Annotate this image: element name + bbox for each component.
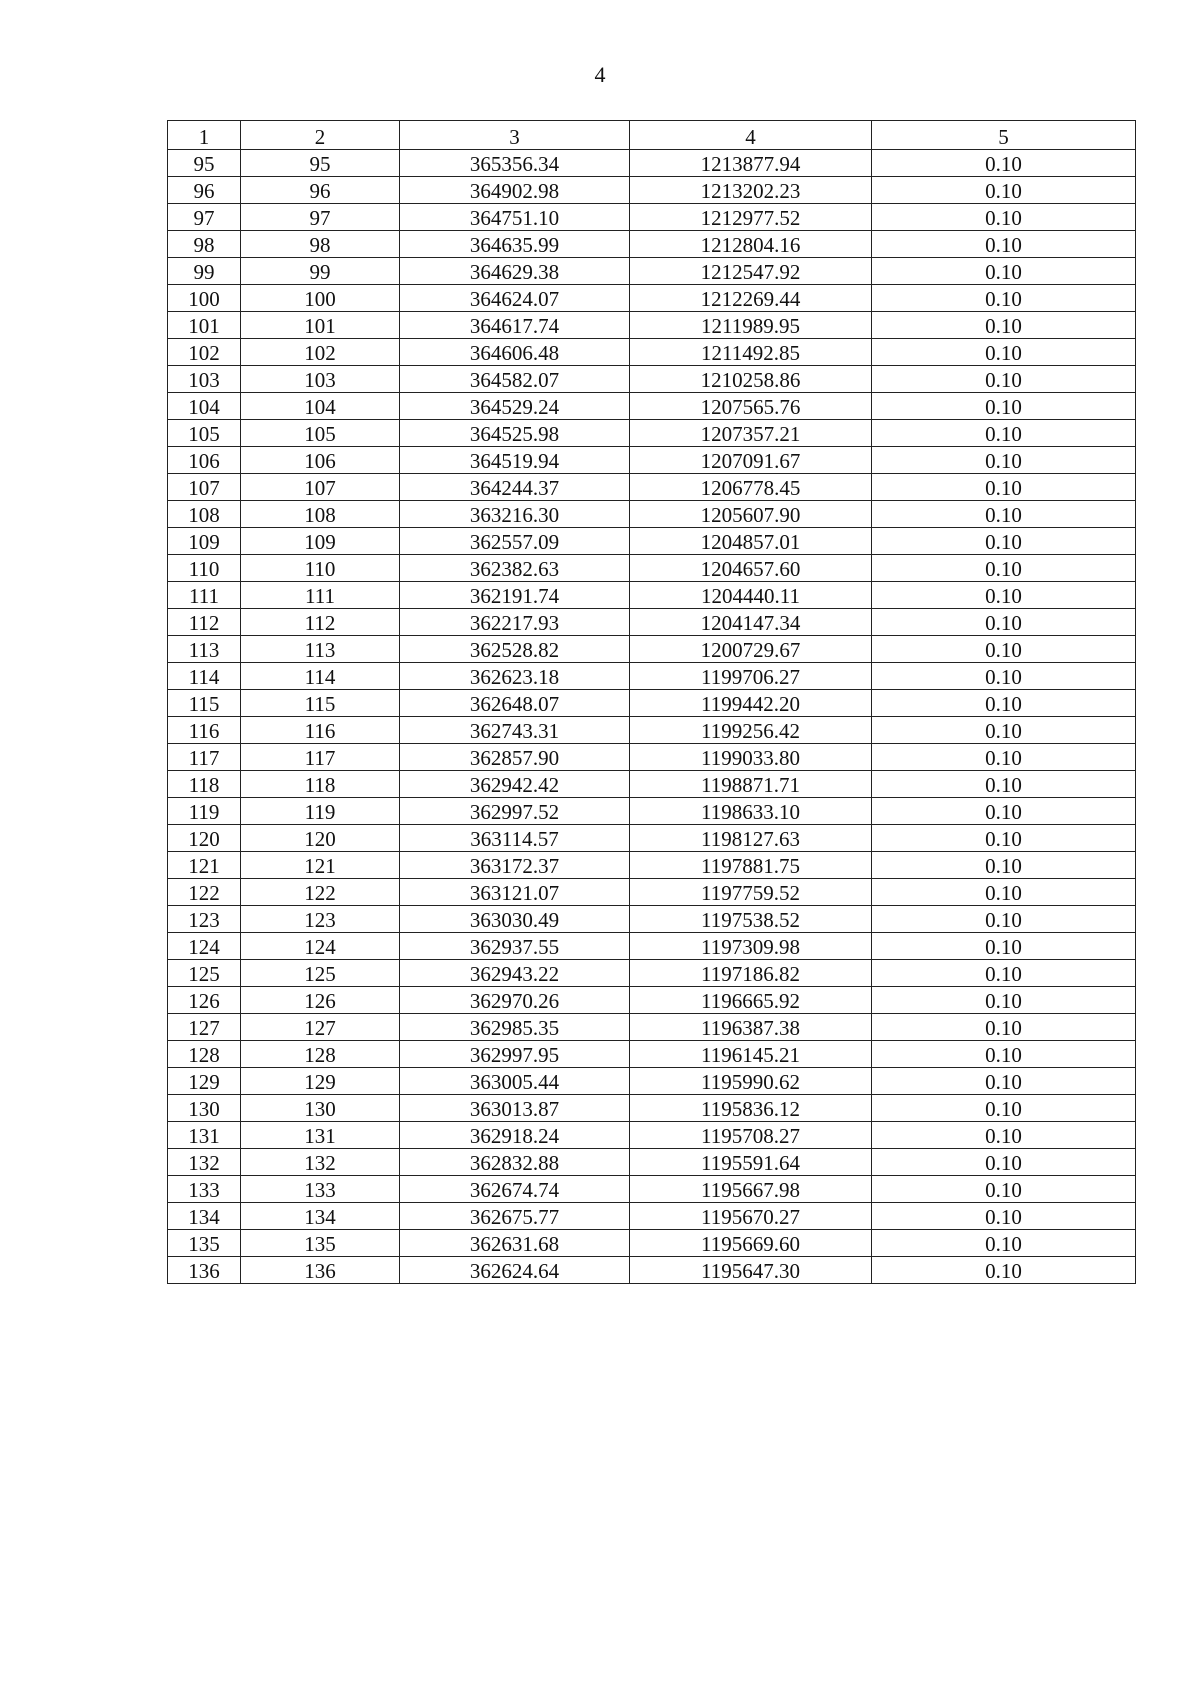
- table-cell-col-2: 120: [241, 825, 400, 852]
- table-cell-col-1: 111: [168, 582, 241, 609]
- table-cell-col-2: 123: [241, 906, 400, 933]
- table-cell-col-3: 364624.07: [400, 285, 630, 312]
- table-cell-col-4: 1195670.27: [630, 1203, 872, 1230]
- table-cell-col-4: 1197309.98: [630, 933, 872, 960]
- table-cell-col-1: 110: [168, 555, 241, 582]
- table-cell-col-3: 362674.74: [400, 1176, 630, 1203]
- table-cell-col-3: 365356.34: [400, 150, 630, 177]
- table-cell-col-1: 107: [168, 474, 241, 501]
- table-cell-col-4: 1198127.63: [630, 825, 872, 852]
- table-cell-col-2: 119: [241, 798, 400, 825]
- table-cell-col-4: 1196387.38: [630, 1014, 872, 1041]
- table-cell-col-1: 112: [168, 609, 241, 636]
- table-cell-col-5: 0.10: [872, 879, 1136, 906]
- column-header-4: 4: [630, 121, 872, 150]
- table-cell-col-1: 106: [168, 447, 241, 474]
- table-cell-col-5: 0.10: [872, 852, 1136, 879]
- table-cell-col-2: 130: [241, 1095, 400, 1122]
- table-cell-col-1: 125: [168, 960, 241, 987]
- table-cell-col-3: 362648.07: [400, 690, 630, 717]
- table-row: [168, 582, 1136, 609]
- table-cell-col-5: 0.10: [872, 744, 1136, 771]
- table-cell-col-4: 1198633.10: [630, 798, 872, 825]
- table-cell-col-1: 136: [168, 1257, 241, 1284]
- table-cell-col-3: 363216.30: [400, 501, 630, 528]
- page-number: 4: [594, 62, 606, 87]
- table-cell-col-1: 100: [168, 285, 241, 312]
- table-row: [168, 798, 1136, 825]
- table-cell-col-1: 126: [168, 987, 241, 1014]
- table-cell-col-5: 0.10: [872, 798, 1136, 825]
- table-cell-col-5: 0.10: [872, 582, 1136, 609]
- table-cell-col-2: 97: [241, 204, 400, 231]
- table-row: [168, 528, 1136, 555]
- table-cell-col-4: 1212269.44: [630, 285, 872, 312]
- table-cell-col-2: 117: [241, 744, 400, 771]
- table-cell-col-5: 0.10: [872, 609, 1136, 636]
- table-cell-col-1: 131: [168, 1122, 241, 1149]
- table-row: [168, 231, 1136, 258]
- table-cell-col-2: 129: [241, 1068, 400, 1095]
- table-cell-col-3: 364635.99: [400, 231, 630, 258]
- table-row: [168, 555, 1136, 582]
- table-cell-col-5: 0.10: [872, 690, 1136, 717]
- table-cell-col-5: 0.10: [872, 1176, 1136, 1203]
- table-cell-col-4: 1205607.90: [630, 501, 872, 528]
- table-cell-col-2: 118: [241, 771, 400, 798]
- table-cell-col-5: 0.10: [872, 447, 1136, 474]
- table-cell-col-1: 134: [168, 1203, 241, 1230]
- table-cell-col-1: 97: [168, 204, 241, 231]
- table-cell-col-4: 1200729.67: [630, 636, 872, 663]
- table-row: [168, 771, 1136, 798]
- table-row: [168, 1257, 1136, 1284]
- table-cell-col-1: 98: [168, 231, 241, 258]
- table-cell-col-2: 95: [241, 150, 400, 177]
- table-cell-col-3: 364629.38: [400, 258, 630, 285]
- table-cell-col-1: 109: [168, 528, 241, 555]
- table-cell-col-4: 1197881.75: [630, 852, 872, 879]
- coordinates-table: [167, 120, 1136, 1284]
- table-row: [168, 636, 1136, 663]
- table-cell-col-2: 135: [241, 1230, 400, 1257]
- table-row: [168, 717, 1136, 744]
- table-row: [168, 609, 1136, 636]
- table-cell-col-4: 1195667.98: [630, 1176, 872, 1203]
- table-cell-col-4: 1199256.42: [630, 717, 872, 744]
- table-cell-col-4: 1198871.71: [630, 771, 872, 798]
- table-cell-col-2: 102: [241, 339, 400, 366]
- table-cell-col-2: 106: [241, 447, 400, 474]
- table-cell-col-4: 1212547.92: [630, 258, 872, 285]
- table-cell-col-2: 127: [241, 1014, 400, 1041]
- table-cell-col-3: 362832.88: [400, 1149, 630, 1176]
- table-cell-col-5: 0.10: [872, 420, 1136, 447]
- table-cell-col-1: 128: [168, 1041, 241, 1068]
- table-row: [168, 258, 1136, 285]
- table-cell-col-4: 1212977.52: [630, 204, 872, 231]
- table-cell-col-1: 99: [168, 258, 241, 285]
- table-cell-col-4: 1197538.52: [630, 906, 872, 933]
- table-cell-col-5: 0.10: [872, 393, 1136, 420]
- column-header-5: 5: [872, 121, 1136, 150]
- table-cell-col-4: 1197759.52: [630, 879, 872, 906]
- table-cell-col-3: 364606.48: [400, 339, 630, 366]
- table-cell-col-5: 0.10: [872, 474, 1136, 501]
- table-cell-col-1: 130: [168, 1095, 241, 1122]
- table-cell-col-2: 134: [241, 1203, 400, 1230]
- table-row: [168, 312, 1136, 339]
- table-cell-col-3: 364582.07: [400, 366, 630, 393]
- table-cell-col-2: 133: [241, 1176, 400, 1203]
- table-row: [168, 663, 1136, 690]
- table-cell-col-3: 362191.74: [400, 582, 630, 609]
- table-cell-col-1: 115: [168, 690, 241, 717]
- table-cell-col-3: 362985.35: [400, 1014, 630, 1041]
- table-cell-col-3: 362943.22: [400, 960, 630, 987]
- table-cell-col-1: 105: [168, 420, 241, 447]
- table-cell-col-3: 362857.90: [400, 744, 630, 771]
- table-cell-col-4: 1207357.21: [630, 420, 872, 447]
- table-cell-col-3: 364244.37: [400, 474, 630, 501]
- table-cell-col-4: 1210258.86: [630, 366, 872, 393]
- table-cell-col-3: 362942.42: [400, 771, 630, 798]
- table-cell-col-5: 0.10: [872, 258, 1136, 285]
- table-cell-col-5: 0.10: [872, 204, 1136, 231]
- table-cell-col-1: 124: [168, 933, 241, 960]
- table-cell-col-2: 107: [241, 474, 400, 501]
- table-cell-col-5: 0.10: [872, 1149, 1136, 1176]
- table-cell-col-2: 112: [241, 609, 400, 636]
- table-cell-col-1: 129: [168, 1068, 241, 1095]
- table-cell-col-2: 116: [241, 717, 400, 744]
- table-cell-col-4: 1199442.20: [630, 690, 872, 717]
- table-cell-col-3: 362631.68: [400, 1230, 630, 1257]
- table-cell-col-2: 126: [241, 987, 400, 1014]
- table-row: [168, 393, 1136, 420]
- table-cell-col-2: 103: [241, 366, 400, 393]
- table-cell-col-5: 0.10: [872, 339, 1136, 366]
- table-cell-col-3: 364525.98: [400, 420, 630, 447]
- table-cell-col-5: 0.10: [872, 1122, 1136, 1149]
- table-cell-col-5: 0.10: [872, 177, 1136, 204]
- table-cell-col-1: 127: [168, 1014, 241, 1041]
- column-header-3: 3: [400, 121, 630, 150]
- table-row: [168, 339, 1136, 366]
- table-row: [168, 204, 1136, 231]
- table-cell-col-3: 364617.74: [400, 312, 630, 339]
- table-cell-col-5: 0.10: [872, 771, 1136, 798]
- table-cell-col-5: 0.10: [872, 231, 1136, 258]
- table-cell-col-1: 120: [168, 825, 241, 852]
- table-cell-col-5: 0.10: [872, 663, 1136, 690]
- table-cell-col-2: 132: [241, 1149, 400, 1176]
- table-cell-col-2: 110: [241, 555, 400, 582]
- table-row: [168, 987, 1136, 1014]
- table-row: [168, 744, 1136, 771]
- table-cell-col-5: 0.10: [872, 150, 1136, 177]
- table-cell-col-1: 103: [168, 366, 241, 393]
- table-cell-col-3: 364751.10: [400, 204, 630, 231]
- table-cell-col-4: 1197186.82: [630, 960, 872, 987]
- table-cell-col-2: 108: [241, 501, 400, 528]
- table-cell-col-1: 123: [168, 906, 241, 933]
- table-cell-col-3: 362937.55: [400, 933, 630, 960]
- table-cell-col-5: 0.10: [872, 1095, 1136, 1122]
- table-cell-col-2: 125: [241, 960, 400, 987]
- table-row: [168, 501, 1136, 528]
- table-cell-col-4: 1204440.11: [630, 582, 872, 609]
- table-row: [168, 150, 1136, 177]
- table-cell-col-3: 362997.95: [400, 1041, 630, 1068]
- table-cell-col-2: 121: [241, 852, 400, 879]
- table-row: [168, 1068, 1136, 1095]
- table-cell-col-2: 128: [241, 1041, 400, 1068]
- table-cell-col-1: 132: [168, 1149, 241, 1176]
- table-cell-col-3: 362217.93: [400, 609, 630, 636]
- table-cell-col-1: 121: [168, 852, 241, 879]
- table-cell-col-3: 363114.57: [400, 825, 630, 852]
- table-cell-col-2: 136: [241, 1257, 400, 1284]
- table-cell-col-3: 362557.09: [400, 528, 630, 555]
- table-cell-col-1: 104: [168, 393, 241, 420]
- table-header: [168, 121, 1136, 150]
- table-cell-col-4: 1199033.80: [630, 744, 872, 771]
- table-cell-col-4: 1199706.27: [630, 663, 872, 690]
- table-cell-col-3: 363030.49: [400, 906, 630, 933]
- table-cell-col-1: 101: [168, 312, 241, 339]
- table-cell-col-3: 364519.94: [400, 447, 630, 474]
- table-cell-col-4: 1195669.60: [630, 1230, 872, 1257]
- table-cell-col-2: 114: [241, 663, 400, 690]
- table-cell-col-1: 133: [168, 1176, 241, 1203]
- table-cell-col-3: 363005.44: [400, 1068, 630, 1095]
- table-row: [168, 852, 1136, 879]
- table-cell-col-4: 1212804.16: [630, 231, 872, 258]
- table-cell-col-2: 99: [241, 258, 400, 285]
- table-cell-col-4: 1195708.27: [630, 1122, 872, 1149]
- table-cell-col-3: 362624.64: [400, 1257, 630, 1284]
- table-cell-col-4: 1213202.23: [630, 177, 872, 204]
- table-cell-col-2: 96: [241, 177, 400, 204]
- table-cell-col-2: 104: [241, 393, 400, 420]
- table-cell-col-5: 0.10: [872, 501, 1136, 528]
- table-cell-col-1: 108: [168, 501, 241, 528]
- table-cell-col-1: 118: [168, 771, 241, 798]
- table-cell-col-3: 363172.37: [400, 852, 630, 879]
- table-cell-col-4: 1195990.62: [630, 1068, 872, 1095]
- table-cell-col-4: 1204657.60: [630, 555, 872, 582]
- table-cell-col-2: 105: [241, 420, 400, 447]
- table-row: [168, 285, 1136, 312]
- table-cell-col-5: 0.10: [872, 312, 1136, 339]
- table-cell-col-3: 362918.24: [400, 1122, 630, 1149]
- table-row: [168, 177, 1136, 204]
- table-cell-col-5: 0.10: [872, 1257, 1136, 1284]
- column-header-1: 1: [168, 121, 241, 150]
- table-cell-col-3: 364902.98: [400, 177, 630, 204]
- table-cell-col-3: 362743.31: [400, 717, 630, 744]
- table-cell-col-4: 1196665.92: [630, 987, 872, 1014]
- table-cell-col-2: 100: [241, 285, 400, 312]
- table-cell-col-4: 1196145.21: [630, 1041, 872, 1068]
- table-cell-col-2: 101: [241, 312, 400, 339]
- table-cell-col-4: 1204147.34: [630, 609, 872, 636]
- table-cell-col-1: 95: [168, 150, 241, 177]
- table-cell-col-3: 363013.87: [400, 1095, 630, 1122]
- table-cell-col-3: 362623.18: [400, 663, 630, 690]
- table-cell-col-1: 119: [168, 798, 241, 825]
- table-cell-col-5: 0.10: [872, 960, 1136, 987]
- table-cell-col-4: 1195591.64: [630, 1149, 872, 1176]
- table-cell-col-5: 0.10: [872, 285, 1136, 312]
- table-cell-col-4: 1204857.01: [630, 528, 872, 555]
- table-cell-col-4: 1211989.95: [630, 312, 872, 339]
- table-cell-col-3: 362382.63: [400, 555, 630, 582]
- table-row: [168, 1122, 1136, 1149]
- table-body: [168, 150, 1136, 1284]
- table-cell-col-5: 0.10: [872, 1014, 1136, 1041]
- table-cell-col-1: 122: [168, 879, 241, 906]
- table-cell-col-2: 113: [241, 636, 400, 663]
- table-cell-col-5: 0.10: [872, 1203, 1136, 1230]
- table-cell-col-1: 135: [168, 1230, 241, 1257]
- table-cell-col-3: 362528.82: [400, 636, 630, 663]
- table-cell-col-4: 1195647.30: [630, 1257, 872, 1284]
- table-cell-col-5: 0.10: [872, 933, 1136, 960]
- header-row: [168, 121, 1136, 150]
- table-row: [168, 1176, 1136, 1203]
- table-cell-col-2: 109: [241, 528, 400, 555]
- table-cell-col-5: 0.10: [872, 366, 1136, 393]
- table-cell-col-5: 0.10: [872, 528, 1136, 555]
- table-cell-col-3: 362675.77: [400, 1203, 630, 1230]
- table-cell-col-5: 0.10: [872, 1068, 1136, 1095]
- table-cell-col-1: 113: [168, 636, 241, 663]
- table-cell-col-2: 98: [241, 231, 400, 258]
- table-cell-col-2: 111: [241, 582, 400, 609]
- table-cell-col-1: 116: [168, 717, 241, 744]
- table-row: [168, 1014, 1136, 1041]
- table-cell-col-2: 124: [241, 933, 400, 960]
- table-cell-col-4: 1207091.67: [630, 447, 872, 474]
- table-cell-col-3: 364529.24: [400, 393, 630, 420]
- table-cell-col-3: 362970.26: [400, 987, 630, 1014]
- table-cell-col-3: 362997.52: [400, 798, 630, 825]
- table-cell-col-5: 0.10: [872, 717, 1136, 744]
- table-row: [168, 1149, 1136, 1176]
- table-row: [168, 1203, 1136, 1230]
- table-row: [168, 690, 1136, 717]
- table-row: [168, 1230, 1136, 1257]
- table-row: [168, 1095, 1136, 1122]
- table-row: [168, 1041, 1136, 1068]
- table-cell-col-5: 0.10: [872, 1230, 1136, 1257]
- table-row: [168, 474, 1136, 501]
- table-row: [168, 933, 1136, 960]
- table-cell-col-4: 1213877.94: [630, 150, 872, 177]
- table-cell-col-2: 115: [241, 690, 400, 717]
- table-cell-col-5: 0.10: [872, 987, 1136, 1014]
- table-cell-col-1: 102: [168, 339, 241, 366]
- table-cell-col-4: 1207565.76: [630, 393, 872, 420]
- table-row: [168, 420, 1136, 447]
- table-row: [168, 906, 1136, 933]
- table-cell-col-4: 1206778.45: [630, 474, 872, 501]
- table-cell-col-5: 0.10: [872, 555, 1136, 582]
- table-cell-col-5: 0.10: [872, 1041, 1136, 1068]
- table-cell-col-4: 1211492.85: [630, 339, 872, 366]
- table-cell-col-2: 122: [241, 879, 400, 906]
- table-row: [168, 825, 1136, 852]
- table-row: [168, 366, 1136, 393]
- table-cell-col-5: 0.10: [872, 906, 1136, 933]
- table-row: [168, 960, 1136, 987]
- table-cell-col-1: 114: [168, 663, 241, 690]
- table-row: [168, 879, 1136, 906]
- column-header-2: 2: [241, 121, 400, 150]
- table-cell-col-5: 0.10: [872, 636, 1136, 663]
- table-cell-col-3: 363121.07: [400, 879, 630, 906]
- table-cell-col-5: 0.10: [872, 825, 1136, 852]
- table-row: [168, 447, 1136, 474]
- table-cell-col-4: 1195836.12: [630, 1095, 872, 1122]
- table-cell-col-2: 131: [241, 1122, 400, 1149]
- table-cell-col-1: 117: [168, 744, 241, 771]
- table-cell-col-1: 96: [168, 177, 241, 204]
